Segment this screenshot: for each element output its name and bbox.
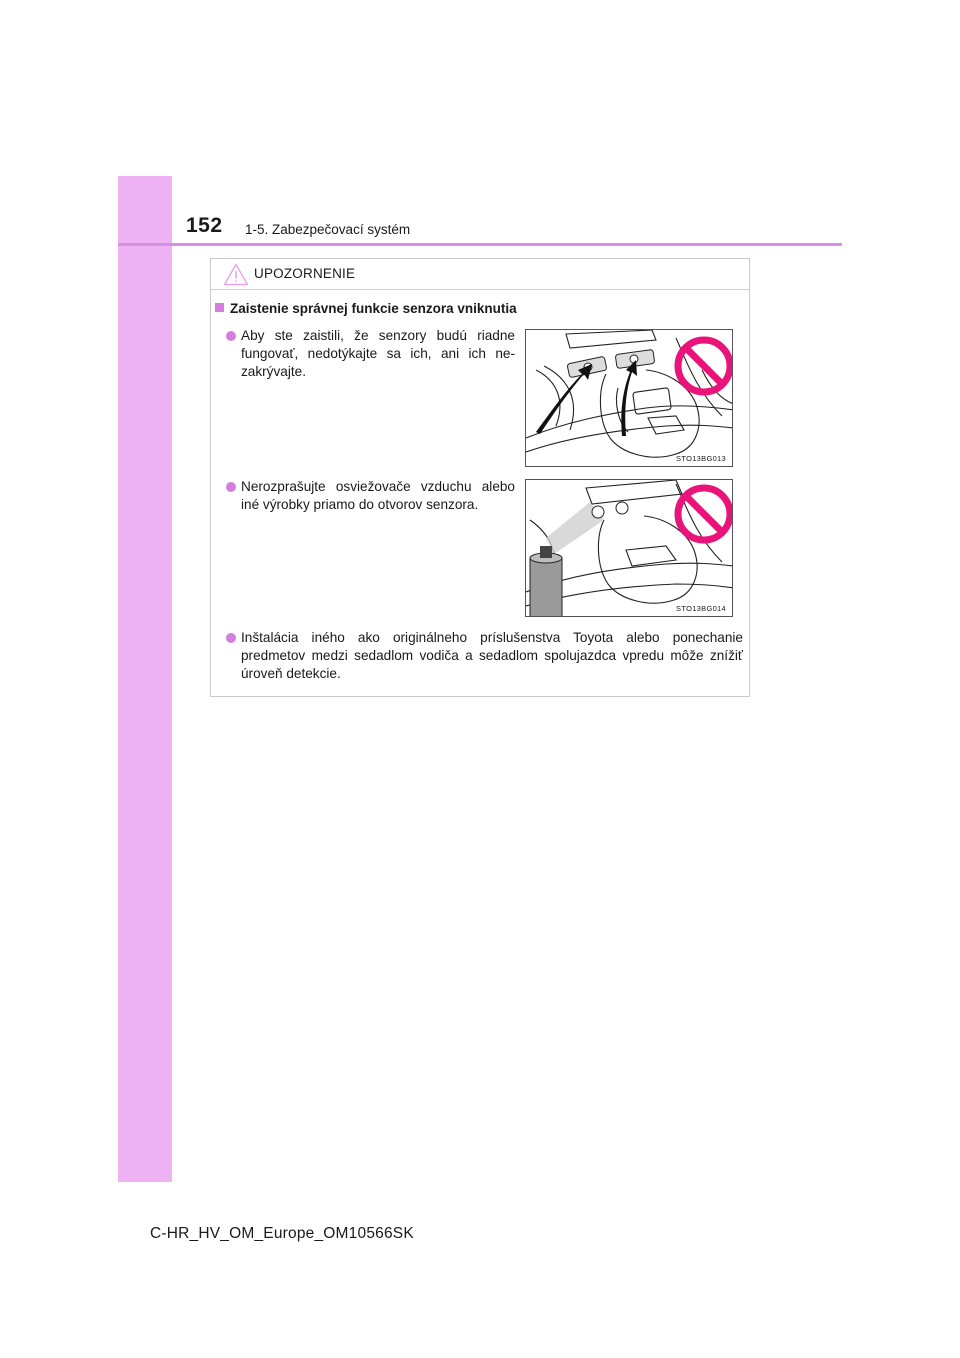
section-heading-text: Zaistenie správnej funkcie senzora vniknutia bbox=[230, 301, 517, 316]
list-item bbox=[241, 629, 743, 683]
warning-triangle-icon bbox=[223, 263, 249, 286]
list-item-text: Aby ste zaistili, že senzory budú riadne fungovať, nedotýkajte sa ich, ani ich ne-zakrývajte. bbox=[241, 328, 515, 379]
figure-code: STO13BG013 bbox=[676, 454, 726, 463]
page-number: 152 bbox=[186, 214, 223, 237]
list-item-text: Inštalácia iného ako originálneho príslušenstva Toyota alebo ponechanie predmetov medzi sedadlom vodiča a sedadlom spolujazdca vpredu môže znížiť úroveň detekcie. bbox=[241, 630, 743, 681]
figure-code: STO13BG014 bbox=[676, 604, 726, 613]
figure-sensor-do-not-touch bbox=[525, 329, 733, 467]
bullet-dot-icon bbox=[226, 482, 236, 492]
bullet-dot-icon bbox=[226, 331, 236, 341]
warning-title: UPOZORNENIE bbox=[254, 266, 356, 281]
figure-sensor-no-spray bbox=[525, 479, 733, 617]
sensor-illustration bbox=[526, 330, 733, 467]
list-item-text: Nerozprašujte osviežovače vzduchu alebo iné výrobky priamo do otvorov senzora. bbox=[241, 479, 515, 512]
section-title: 1-5. Zabezpečovací systém bbox=[245, 222, 411, 237]
header-rule bbox=[118, 243, 842, 246]
chapter-tab-bar bbox=[118, 176, 172, 1182]
section-heading bbox=[215, 301, 517, 316]
list-item bbox=[241, 327, 515, 381]
warning-header bbox=[211, 259, 749, 290]
warning-box bbox=[210, 258, 750, 697]
list-item bbox=[241, 478, 515, 514]
spray-illustration bbox=[526, 480, 733, 617]
bullet-dot-icon bbox=[226, 633, 236, 643]
document-id: C-HR_HV_OM_Europe_OM10566SK bbox=[150, 1225, 414, 1242]
square-bullet-icon bbox=[215, 303, 224, 312]
page-header bbox=[186, 214, 746, 244]
